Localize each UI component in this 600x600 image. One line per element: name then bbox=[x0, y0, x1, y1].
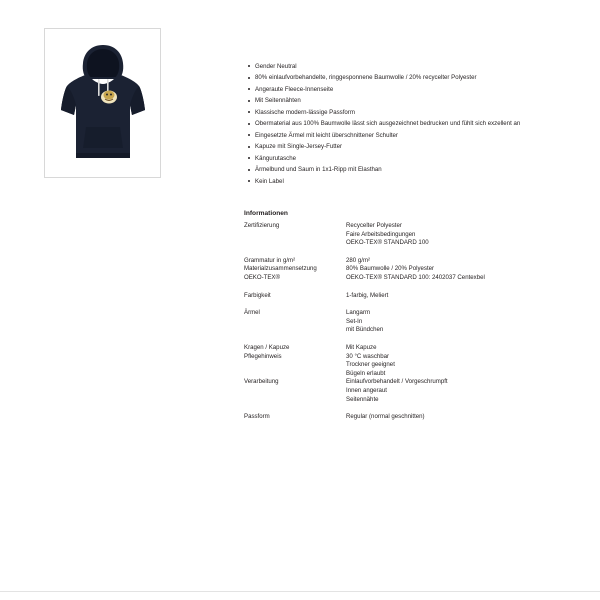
table-row bbox=[244, 222, 544, 248]
spec-value bbox=[346, 378, 544, 404]
spec-value-line: Recycelter Polyester bbox=[346, 222, 402, 229]
spec-label: Farbigkeit bbox=[244, 291, 271, 299]
feature-list bbox=[244, 62, 523, 188]
spec-value-line: Faire Arbeitsbedingungen bbox=[346, 230, 416, 238]
spec-value bbox=[346, 413, 544, 422]
spec-value-line: 280 g/m² bbox=[346, 256, 371, 264]
spec-value bbox=[346, 265, 544, 274]
spec-value-line: 30 °C waschbar bbox=[346, 352, 390, 360]
table-row bbox=[244, 378, 544, 404]
information-heading: Informationen bbox=[244, 210, 288, 217]
spec-value-line: Mit Kapuze bbox=[346, 343, 377, 351]
spec-label: Materialzusammensetzung bbox=[244, 265, 317, 273]
list-item: Kängurutasche bbox=[255, 154, 523, 163]
table-row bbox=[244, 344, 544, 353]
table-row bbox=[244, 257, 544, 266]
list-item: Ärmelbund und Saum in 1x1-Ripp mit Elasthan bbox=[255, 165, 523, 174]
table-row bbox=[244, 309, 544, 335]
spec-value-line: 1-farbig, Meliert bbox=[346, 291, 389, 299]
spec-value-line: Regular (normal geschnitten) bbox=[346, 413, 425, 421]
spec-label: OEKO-TEX® bbox=[244, 273, 280, 281]
row-spacer bbox=[244, 335, 544, 344]
product-image-frame bbox=[44, 28, 161, 178]
spec-value-line: mit Bündchen bbox=[346, 326, 384, 334]
spec-label: Kragen / Kapuze bbox=[244, 343, 290, 351]
spec-label: Grammatur in g/m² bbox=[244, 256, 296, 264]
spec-value bbox=[346, 309, 544, 335]
list-item: Angeraute Fleece-Innenseite bbox=[255, 85, 523, 94]
list-item: Obermaterial aus 100% Baumwolle lässt sich ausgezeichnet bedrucken und fühlt sich exzellent an bbox=[255, 119, 523, 128]
spec-label: Ärmel bbox=[244, 309, 260, 317]
list-item: Klassische modern-lässige Passform bbox=[255, 108, 523, 117]
list-item: Kapuze mit Single-Jersey-Futter bbox=[255, 142, 523, 151]
spec-value-line: Seitennähte bbox=[346, 395, 379, 403]
row-spacer bbox=[244, 300, 544, 309]
spec-value bbox=[346, 344, 544, 353]
spec-value bbox=[346, 353, 544, 379]
spec-value-line: OEKO-TEX® STANDARD 100: 2402037 Centexbel bbox=[346, 273, 485, 281]
specification-table bbox=[244, 222, 544, 422]
row-spacer bbox=[244, 248, 544, 257]
spec-value-line: Einlaufvorbehandelt / Vorgeschrumpft bbox=[346, 378, 448, 386]
chest-print-graphic bbox=[101, 91, 117, 104]
table-row bbox=[244, 274, 544, 283]
spec-label: Verarbeitung bbox=[244, 378, 279, 386]
spec-value-line: Set-In bbox=[346, 317, 363, 325]
list-item: Gender Neutral bbox=[255, 62, 523, 71]
table-row bbox=[244, 413, 544, 422]
list-item: Mit Seitennähten bbox=[255, 96, 523, 105]
list-item: Kein Label bbox=[255, 177, 523, 186]
list-item: 80% einlaufvorbehandelte, ringgesponnene Baumwolle / 20% recycelter Polyester bbox=[255, 73, 523, 82]
spec-label: Zertifizierung bbox=[244, 222, 280, 229]
spec-label: Passform bbox=[244, 413, 270, 421]
row-spacer bbox=[244, 283, 544, 292]
navy-hoodie-image bbox=[57, 41, 149, 163]
spec-value-line: Trockner geeignet bbox=[346, 361, 395, 369]
table-row bbox=[244, 292, 544, 301]
spec-value-line: Langarm bbox=[346, 309, 371, 317]
spec-value bbox=[346, 292, 544, 301]
spec-value bbox=[346, 257, 544, 266]
list-item: Eingesetzte Ärmel mit leicht überschnittener Schulter bbox=[255, 131, 523, 140]
row-spacer bbox=[244, 404, 544, 413]
spec-value-line: Bügeln erlaubt bbox=[346, 369, 386, 377]
spec-label: Pflegehinweis bbox=[244, 352, 282, 360]
footer-divider bbox=[0, 591, 600, 592]
spec-value-line: Innen angeraut bbox=[346, 386, 387, 394]
table-row bbox=[244, 265, 544, 274]
spec-value bbox=[346, 222, 544, 248]
table-row bbox=[244, 353, 544, 379]
spec-value-line: OEKO-TEX® STANDARD 100 bbox=[346, 239, 429, 247]
spec-value bbox=[346, 274, 544, 283]
spec-value-line: 80% Baumwolle / 20% Polyester bbox=[346, 265, 435, 273]
